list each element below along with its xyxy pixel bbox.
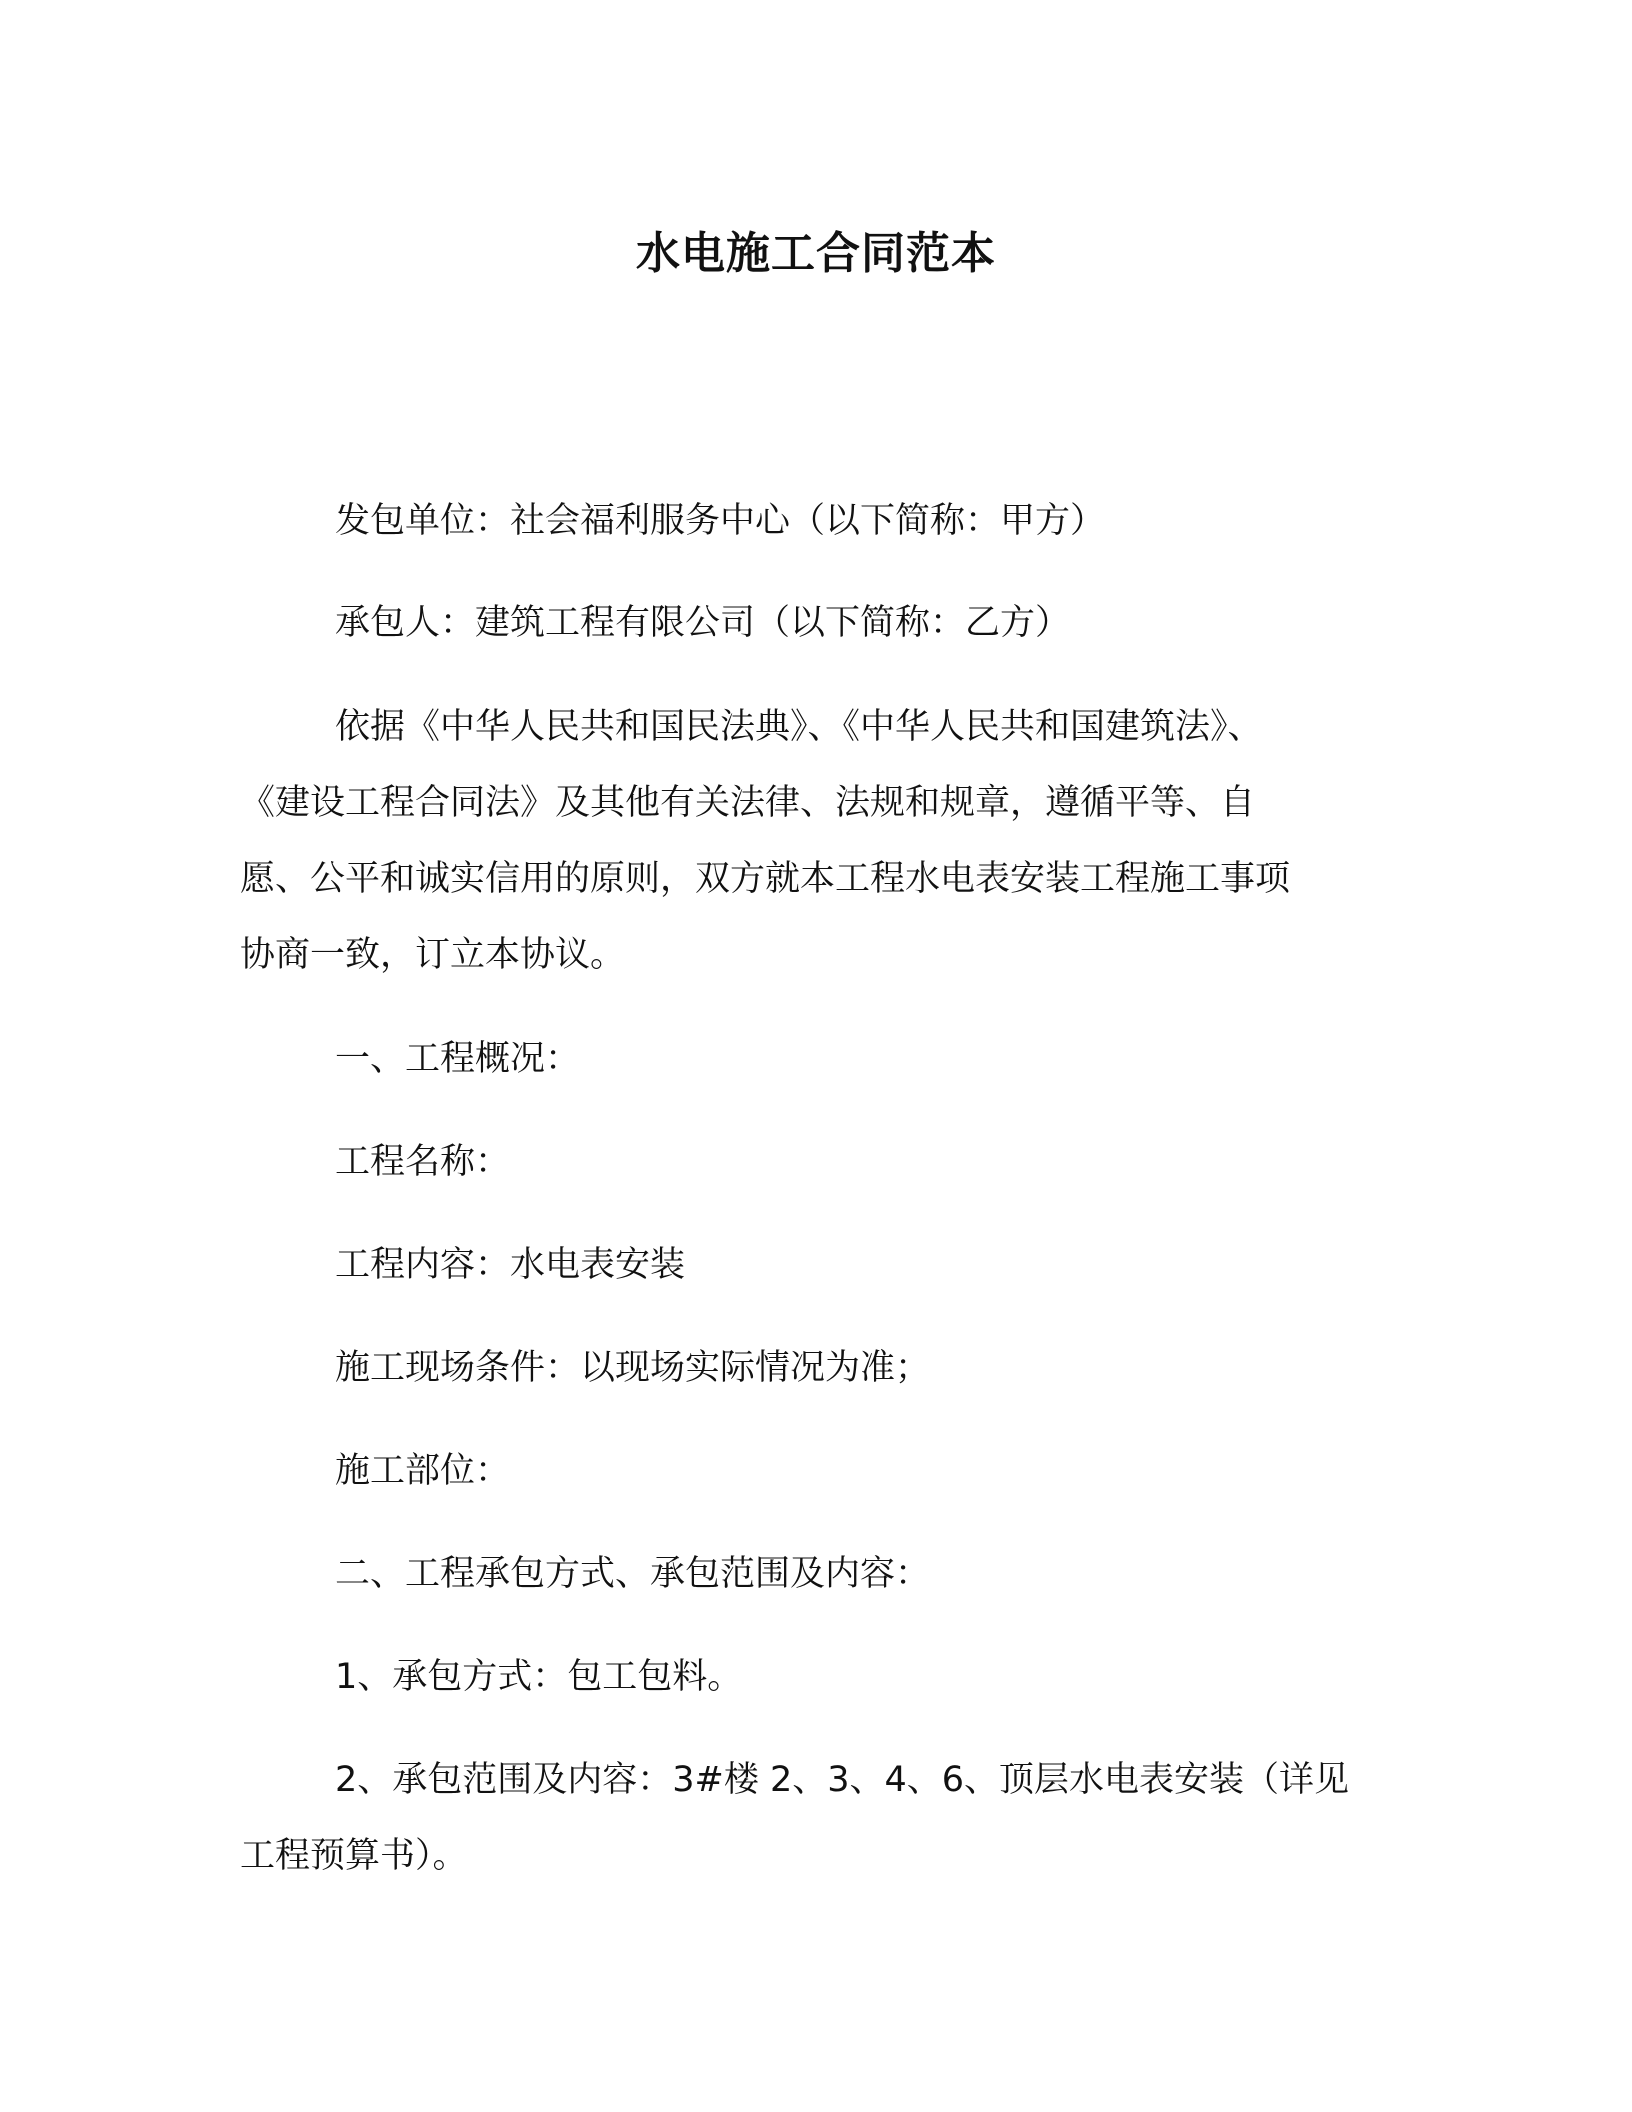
section2-heading: 二、工程承包方式、承包范围及内容：	[335, 1554, 931, 1594]
employer-line: 发包单位：社会福利服务中心（以下简称：甲方）	[335, 501, 1106, 541]
construction-location-line: 施工部位：	[335, 1451, 511, 1491]
site-conditions-line: 施工现场条件：以现场实际情况为准；	[335, 1348, 931, 1388]
section1-heading: 一、工程概况：	[335, 1039, 581, 1079]
preamble-line-3: 愿、公平和诚实信用的原则，双方就本工程水电表安装工程施工事项	[240, 859, 1291, 899]
preamble-line-4: 协商一致，订立本协议。	[240, 935, 626, 975]
contract-method-line: 1、承包方式：包工包料。	[335, 1657, 743, 1697]
contractor-line: 承包人：建筑工程有限公司（以下简称：乙方）	[335, 603, 1071, 643]
document-title: 水电施工合同范本	[636, 228, 996, 279]
preamble-line-2: 《建设工程合同法》及其他有关法律、法规和规章，遵循平等、自	[240, 783, 1256, 823]
project-content-line: 工程内容：水电表安装	[335, 1245, 686, 1285]
contract-scope-line-2: 工程预算书）。	[240, 1836, 468, 1876]
preamble-line-1: 依据《中华人民共和国民法典》、《中华人民共和国建筑法》、	[335, 707, 1263, 747]
project-name-line: 工程名称：	[335, 1142, 511, 1182]
contract-scope-line-1: 2、承包范围及内容：3#楼 2、3、4、6、顶层水电表安装（详见	[335, 1760, 1350, 1800]
